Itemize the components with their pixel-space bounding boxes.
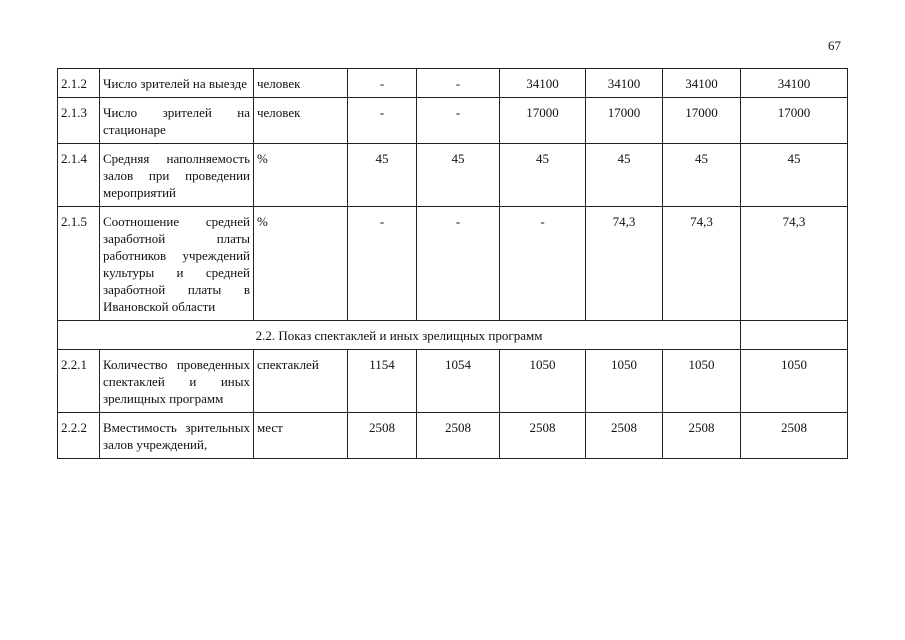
- table-row: [58, 413, 848, 459]
- value-cell: 34100: [500, 69, 586, 98]
- value-cell: 74,3: [586, 207, 663, 321]
- row-number: 2.1.4: [58, 144, 100, 207]
- unit-cell: человек: [254, 98, 348, 144]
- value-cell: 1050: [663, 350, 741, 413]
- section-heading: 2.2. Показ спектаклей и иных зрелищных программ: [58, 321, 741, 350]
- page-number: 67: [828, 38, 841, 53]
- indicator-name: Вместимость зрительных залов учреждений,: [100, 413, 254, 459]
- value-cell: 2508: [663, 413, 741, 459]
- value-cell: -: [500, 207, 586, 321]
- table-row: [58, 144, 848, 207]
- table-row: [58, 69, 848, 98]
- value-cell: 1054: [417, 350, 500, 413]
- row-number: 2.2.1: [58, 350, 100, 413]
- unit-cell: мест: [254, 413, 348, 459]
- value-cell: -: [348, 69, 417, 98]
- unit-cell: %: [254, 144, 348, 207]
- value-cell: 1050: [500, 350, 586, 413]
- value-cell: 17000: [663, 98, 741, 144]
- value-cell: -: [417, 207, 500, 321]
- value-cell: 45: [586, 144, 663, 207]
- value-cell: 17000: [500, 98, 586, 144]
- value-cell: 2508: [741, 413, 848, 459]
- value-cell: 17000: [586, 98, 663, 144]
- indicator-name: Число зрителей на стационаре: [100, 98, 254, 144]
- value-cell: 45: [663, 144, 741, 207]
- unit-cell: %: [254, 207, 348, 321]
- value-cell: 34100: [741, 69, 848, 98]
- value-cell: 34100: [663, 69, 741, 98]
- indicator-name: Число зрителей на выезде: [100, 69, 254, 98]
- value-cell: 45: [348, 144, 417, 207]
- value-cell: 45: [741, 144, 848, 207]
- value-cell: 34100: [586, 69, 663, 98]
- indicators-table: [57, 68, 848, 459]
- indicator-name: Соотношение средней заработной платы работников учреждений культуры и средней заработной платы в Ивановской области: [100, 207, 254, 321]
- value-cell: 2508: [586, 413, 663, 459]
- row-number: 2.1.2: [58, 69, 100, 98]
- indicator-name: Количество проведенных спектаклей и иных зрелищных программ: [100, 350, 254, 413]
- value-cell: 2508: [500, 413, 586, 459]
- value-cell: 1050: [586, 350, 663, 413]
- value-cell: 17000: [741, 98, 848, 144]
- table-row: [58, 98, 848, 144]
- value-cell: 74,3: [663, 207, 741, 321]
- indicator-name: Средняя наполняемость залов при проведении мероприятий: [100, 144, 254, 207]
- table-row: [58, 350, 848, 413]
- value-cell: -: [417, 69, 500, 98]
- section-row: [58, 321, 848, 350]
- value-cell: 45: [417, 144, 500, 207]
- row-number: 2.2.2: [58, 413, 100, 459]
- unit-cell: человек: [254, 69, 348, 98]
- value-cell: 1154: [348, 350, 417, 413]
- value-cell: 74,3: [741, 207, 848, 321]
- value-cell: 45: [500, 144, 586, 207]
- value-cell: 1050: [741, 350, 848, 413]
- value-cell: 2508: [417, 413, 500, 459]
- table-row: [58, 207, 848, 321]
- value-cell: -: [348, 207, 417, 321]
- value-cell: 2508: [348, 413, 417, 459]
- row-number: 2.1.5: [58, 207, 100, 321]
- value-cell: -: [348, 98, 417, 144]
- unit-cell: спектаклей: [254, 350, 348, 413]
- row-number: 2.1.3: [58, 98, 100, 144]
- empty-cell: [741, 321, 848, 350]
- value-cell: -: [417, 98, 500, 144]
